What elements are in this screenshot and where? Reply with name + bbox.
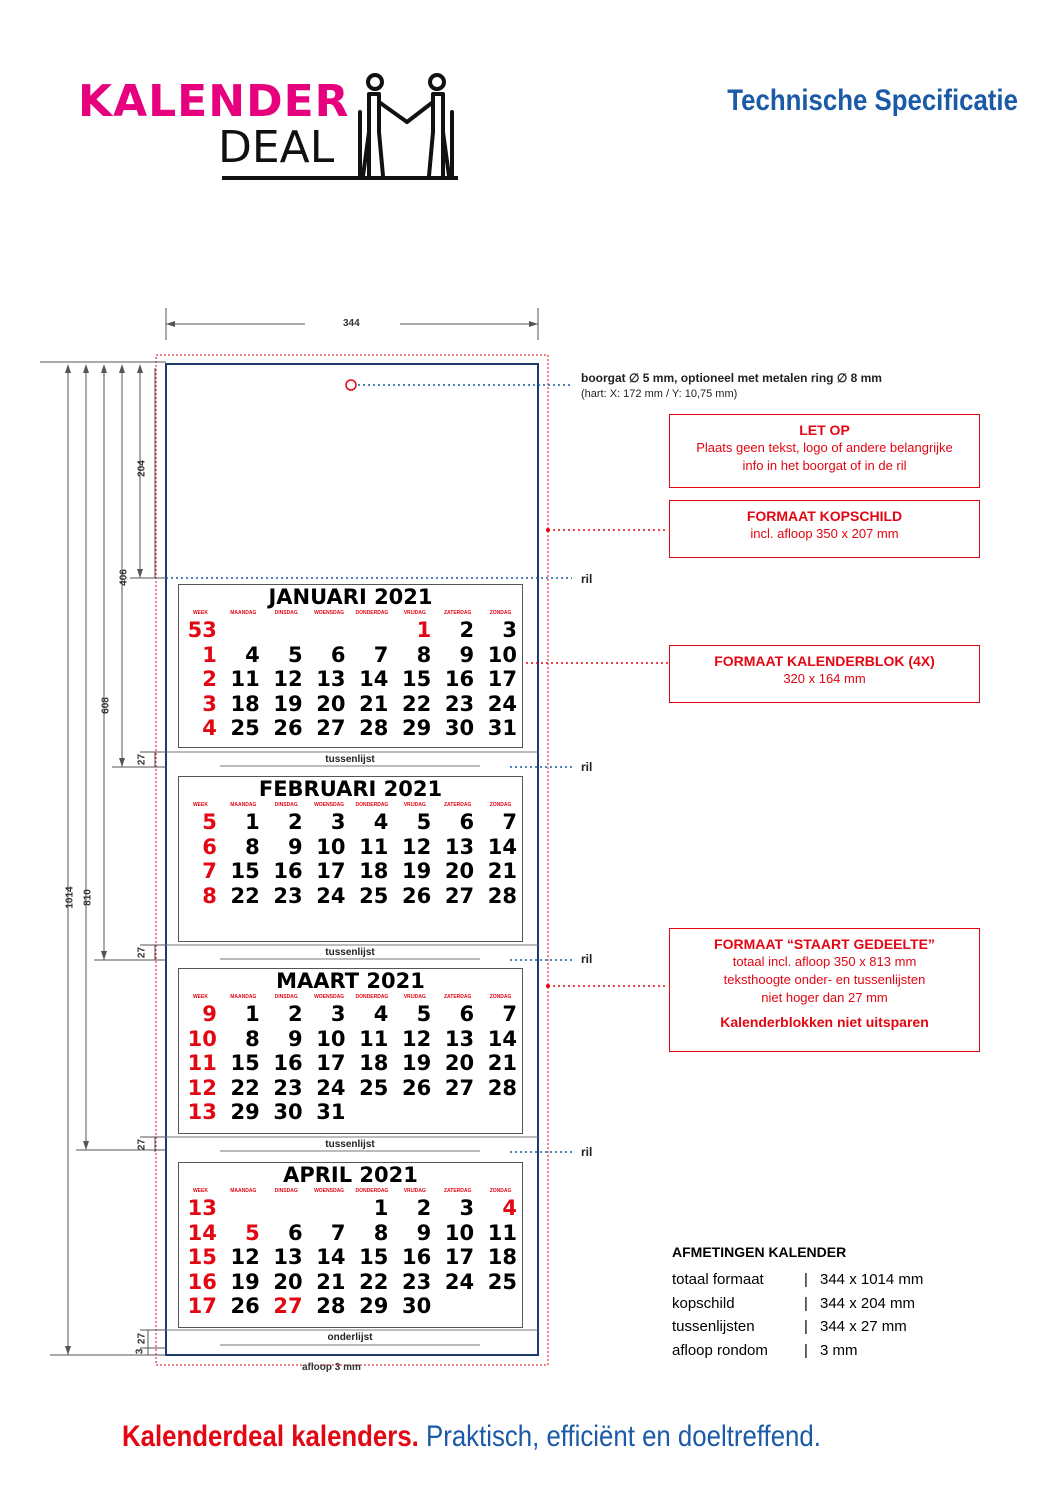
afmeting-row	[672, 1292, 923, 1316]
afloop-label: afloop 3 mm	[302, 1362, 361, 1373]
day-cell: 13	[444, 1026, 475, 1051]
day-cell: 4	[502, 1196, 517, 1220]
day-cell: 31	[316, 1100, 346, 1124]
weekday-label: DONDERDAG	[355, 610, 389, 616]
day-cell: 27	[444, 883, 475, 908]
day-cell: 18	[359, 1051, 389, 1075]
day-cell: 1	[245, 1002, 260, 1026]
day-cell: 21	[359, 691, 389, 716]
day-cell: 18	[359, 859, 389, 883]
day-grid	[179, 618, 522, 741]
day-cell: 20	[444, 1051, 475, 1075]
day-cell	[351, 618, 394, 643]
day-cell: 16	[402, 1245, 432, 1269]
weekday-label: WOENSDAG	[314, 1188, 345, 1194]
day-cell	[479, 1100, 522, 1125]
day-cell: 8	[416, 642, 432, 667]
week-number: 11	[187, 1051, 217, 1075]
day-cell: 16	[273, 859, 303, 883]
weekday-label: MAANDAG	[230, 802, 257, 808]
afmeting-value: 344 x 1014 mm	[820, 1271, 924, 1288]
weekday-label: VRIJDAG	[403, 610, 426, 616]
day-cell: 3	[330, 810, 346, 834]
day-cell: 5	[416, 1002, 432, 1026]
day-cell: 13	[444, 834, 475, 859]
day-cell: 13	[273, 1245, 303, 1269]
day-cell: 28	[487, 1075, 517, 1100]
afmeting-row	[672, 1339, 923, 1363]
dim-204-label: 204	[136, 460, 148, 477]
weekday-header	[179, 609, 522, 618]
afmeting-row	[672, 1315, 923, 1339]
dim-27-label-3: 27	[136, 1138, 148, 1151]
day-cell: 24	[444, 1269, 475, 1294]
day-cell: 15	[402, 667, 432, 691]
weekday-label: VRIJDAG	[403, 1188, 426, 1194]
staart-title: FORMAAT “STAART GEDEELTE”	[714, 936, 935, 952]
ril-label-1: ril	[581, 572, 593, 586]
week-number: 13	[187, 1100, 217, 1124]
kalenderblok-title: FORMAAT KALENDERBLOK (4X)	[714, 653, 935, 669]
month-block-februari	[178, 776, 523, 942]
day-cell: 5	[288, 642, 303, 667]
day-cell: 22	[230, 883, 260, 908]
afmetingen-title: AFMETINGEN KALENDER	[672, 1244, 847, 1260]
weekday-header	[179, 1187, 522, 1196]
logo-deal-text: DEAL	[218, 122, 335, 173]
day-cell	[479, 1294, 522, 1319]
let-op-line1: Plaats geen tekst, logo of andere belangrijke	[696, 440, 953, 455]
day-cell: 8	[373, 1220, 389, 1245]
week-number: 17	[187, 1294, 217, 1318]
weekday-label: WEEK	[192, 994, 208, 1000]
afmeting-label: tussenlijsten	[672, 1318, 755, 1335]
day-cell: 6	[459, 1002, 475, 1026]
week-number: 6	[202, 834, 217, 859]
day-cell	[222, 1196, 265, 1221]
week-number: 2	[202, 667, 217, 691]
day-grid	[179, 810, 522, 908]
page-title: Technische Specificatie	[727, 84, 1018, 117]
day-cell: 27	[316, 716, 346, 740]
staart-line3: niet hoger dan 27 mm	[761, 990, 888, 1005]
afmeting-value: 3 mm	[820, 1341, 858, 1359]
day-cell: 7	[373, 642, 389, 667]
day-cell: 8	[245, 834, 260, 859]
day-cell: 25	[359, 1075, 389, 1100]
weekday-label: ZONDAG	[489, 994, 512, 1000]
day-cell: 30	[273, 1100, 303, 1124]
month-title: APRIL 2021	[283, 1163, 418, 1187]
onderlijst-label: onderlijst	[327, 1332, 373, 1343]
day-cell: 25	[359, 883, 389, 908]
week-number: 7	[202, 859, 217, 883]
day-cell: 7	[502, 1002, 517, 1026]
weekday-label: ZATERDAG	[443, 994, 472, 1000]
day-cell: 23	[402, 1269, 432, 1294]
day-cell: 26	[273, 716, 303, 740]
week-number: 9	[202, 1002, 217, 1026]
day-cell: 22	[402, 691, 432, 716]
day-cell: 11	[359, 834, 389, 859]
day-cell: 16	[444, 667, 475, 691]
weekday-label: VRIJDAG	[403, 994, 426, 1000]
day-cell: 14	[359, 667, 389, 691]
afmeting-separator: |	[804, 1341, 808, 1359]
day-cell: 14	[487, 1026, 517, 1051]
staart-box	[669, 928, 980, 1052]
day-cell: 25	[230, 716, 260, 740]
afmeting-separator: |	[804, 1294, 808, 1312]
day-cell: 27	[444, 1075, 475, 1100]
day-cell	[308, 1196, 351, 1221]
day-cell: 5	[245, 1220, 260, 1245]
afmeting-label: totaal formaat	[672, 1271, 764, 1288]
day-cell: 2	[459, 618, 475, 642]
day-cell: 5	[416, 810, 432, 834]
tussenlijst-label-2: tussenlijst	[325, 947, 375, 958]
day-cell: 15	[230, 859, 260, 883]
day-cell: 12	[230, 1245, 260, 1269]
day-cell: 6	[288, 1220, 303, 1245]
day-cell: 14	[487, 834, 517, 859]
afmeting-label: kopschild	[672, 1294, 735, 1312]
week-number: 13	[187, 1196, 217, 1220]
day-cell: 7	[330, 1220, 346, 1245]
week-number: 12	[187, 1075, 217, 1100]
day-cell: 19	[402, 859, 432, 883]
day-cell	[265, 618, 308, 643]
day-cell: 3	[459, 1196, 475, 1220]
day-cell: 11	[487, 1220, 517, 1245]
kopschild-line1: incl. afloop 350 x 207 mm	[750, 526, 899, 541]
day-cell	[265, 1196, 308, 1221]
day-cell: 20	[444, 859, 475, 883]
afmeting-separator: |	[804, 1318, 808, 1335]
day-cell: 24	[316, 1075, 346, 1100]
hart-note: (hart: X: 172 mm / Y: 10,75 mm)	[581, 388, 738, 400]
day-cell: 4	[373, 810, 389, 834]
afmeting-label: afloop rondom	[672, 1341, 768, 1359]
dim-810-label: 810	[82, 889, 94, 906]
day-cell: 3	[330, 1002, 346, 1026]
weekday-label: VRIJDAG	[403, 802, 426, 808]
boorgat-note: boorgat ∅ 5 mm, optioneel met metalen ring ∅ 8 mm	[581, 371, 882, 385]
day-cell: 1	[373, 1196, 389, 1220]
let-op-line2: info in het boorgat of in de ril	[742, 458, 907, 473]
weekday-label: DONDERDAG	[355, 994, 389, 1000]
day-cell: 1	[416, 618, 432, 642]
ril-label-3: ril	[581, 952, 593, 966]
week-number: 16	[187, 1269, 217, 1294]
afmeting-value: 344 x 204 mm	[820, 1294, 916, 1312]
dim-1014-label: 1014	[64, 886, 76, 909]
weekday-label: MAANDAG	[230, 1188, 257, 1194]
weekday-label: ZONDAG	[489, 1188, 512, 1194]
day-cell: 19	[273, 691, 303, 716]
day-cell: 29	[230, 1100, 260, 1124]
day-cell: 30	[444, 716, 475, 740]
day-cell	[222, 618, 265, 643]
day-cell: 22	[230, 1075, 260, 1100]
weekday-label: DONDERDAG	[355, 1188, 389, 1194]
month-title: JANUARI 2021	[268, 585, 433, 609]
dim-608-label: 608	[100, 697, 112, 714]
footer-slogan	[122, 1420, 821, 1454]
day-cell: 11	[359, 1026, 389, 1051]
day-cell: 6	[330, 642, 346, 667]
day-cell: 15	[230, 1051, 260, 1075]
week-number: 8	[202, 883, 217, 908]
day-cell: 4	[245, 642, 260, 667]
day-cell: 12	[273, 667, 303, 691]
day-cell: 10	[316, 1026, 346, 1051]
day-cell: 10	[444, 1220, 475, 1245]
week-number: 15	[187, 1245, 217, 1269]
weekday-label: DINSDAG	[274, 802, 298, 808]
day-cell: 28	[316, 1294, 346, 1318]
day-cell: 28	[487, 883, 517, 908]
day-cell: 26	[230, 1294, 260, 1318]
day-cell: 27	[273, 1294, 303, 1318]
day-cell: 20	[316, 691, 346, 716]
day-cell: 6	[459, 810, 475, 834]
let-op-box	[669, 414, 980, 488]
month-block-januari	[178, 584, 523, 748]
dim-27-label-4: 27	[136, 1332, 148, 1345]
day-cell: 19	[402, 1051, 432, 1075]
width-dimension-label: 344	[343, 318, 360, 329]
kalenderblok-box	[669, 645, 980, 703]
afmetingen-table	[672, 1244, 923, 1362]
week-number: 10	[187, 1026, 217, 1051]
day-cell: 26	[402, 883, 432, 908]
day-cell: 2	[288, 810, 303, 834]
day-cell: 18	[487, 1245, 517, 1269]
dim-27-label-1: 27	[136, 753, 148, 766]
day-cell: 15	[359, 1245, 389, 1269]
day-cell: 16	[273, 1051, 303, 1075]
week-number: 1	[202, 642, 217, 667]
day-cell: 17	[487, 667, 517, 691]
weekday-label: WOENSDAG	[314, 802, 345, 808]
weekday-label: WEEK	[192, 610, 208, 616]
day-cell: 24	[316, 883, 346, 908]
day-cell: 12	[402, 834, 432, 859]
weekday-label: WOENSDAG	[314, 994, 345, 1000]
month-title: FEBRUARI 2021	[258, 777, 443, 801]
day-grid	[179, 1196, 522, 1319]
ril-label-4: ril	[581, 1145, 593, 1159]
day-cell: 14	[316, 1245, 346, 1269]
footer-tagline: Praktisch, efficiënt en doeltreffend.	[418, 1420, 821, 1453]
day-cell: 9	[288, 834, 303, 859]
day-cell: 11	[230, 667, 260, 691]
day-cell: 29	[359, 1294, 389, 1318]
weekday-label: ZONDAG	[489, 610, 512, 616]
week-number: 3	[202, 691, 217, 716]
weekday-header	[179, 801, 522, 810]
kopschild-box	[669, 500, 980, 558]
day-cell: 9	[416, 1220, 432, 1245]
weekday-label: DINSDAG	[274, 610, 298, 616]
afmeting-separator: |	[804, 1271, 808, 1288]
day-cell: 21	[487, 1051, 517, 1075]
day-cell: 18	[230, 691, 260, 716]
day-grid	[179, 1002, 522, 1125]
month-title: MAART 2021	[276, 969, 425, 993]
tussenlijst-label-1: tussenlijst	[325, 754, 375, 765]
day-cell: 23	[444, 691, 475, 716]
week-number: 4	[202, 716, 217, 740]
weekday-label: ZATERDAG	[443, 1188, 472, 1194]
dim-27-label-2: 27	[136, 946, 148, 959]
weekday-label: WEEK	[192, 802, 208, 808]
day-cell: 4	[373, 1002, 389, 1026]
day-cell: 21	[316, 1269, 346, 1294]
day-cell: 7	[502, 810, 517, 834]
day-cell: 2	[416, 1196, 432, 1220]
day-cell	[308, 618, 351, 643]
staart-line4: Kalenderblokken niet uitsparen	[720, 1014, 929, 1030]
weekday-label: WEEK	[192, 1188, 208, 1194]
staart-line1: totaal incl. afloop 350 x 813 mm	[732, 954, 917, 969]
weekday-label: MAANDAG	[230, 994, 257, 1000]
month-block-april	[178, 1162, 523, 1328]
day-cell: 25	[487, 1269, 517, 1294]
day-cell	[436, 1100, 479, 1125]
kalenderblok-line1: 320 x 164 mm	[783, 671, 866, 686]
weekday-label: MAANDAG	[230, 610, 257, 616]
kopschild-title: FORMAAT KOPSCHILD	[746, 508, 903, 524]
weekday-label: DONDERDAG	[355, 802, 389, 808]
day-cell: 3	[502, 618, 517, 642]
day-cell: 2	[288, 1002, 303, 1026]
week-number: 14	[187, 1220, 217, 1245]
day-cell: 17	[316, 1051, 346, 1075]
day-cell: 1	[245, 810, 260, 834]
day-cell: 10	[316, 834, 346, 859]
day-cell: 17	[444, 1245, 475, 1269]
day-cell: 20	[273, 1269, 303, 1294]
day-cell: 23	[273, 1075, 303, 1100]
day-cell: 23	[273, 883, 303, 908]
weekday-header	[179, 993, 522, 1002]
day-cell: 9	[288, 1026, 303, 1051]
tussenlijst-label-3: tussenlijst	[325, 1139, 375, 1150]
day-cell	[393, 1100, 436, 1125]
day-cell: 26	[402, 1075, 432, 1100]
month-block-maart	[178, 968, 523, 1134]
day-cell: 19	[230, 1269, 260, 1294]
day-cell: 31	[487, 716, 517, 740]
footer-brand: Kalenderdeal kalenders.	[122, 1420, 419, 1453]
weekday-label: WOENSDAG	[314, 610, 345, 616]
weekday-label: DINSDAG	[274, 994, 298, 1000]
week-number: 53	[187, 618, 217, 642]
day-cell: 9	[459, 642, 475, 667]
weekday-label: ZATERDAG	[443, 802, 472, 808]
let-op-title: LET OP	[799, 422, 850, 438]
day-cell: 13	[316, 667, 346, 691]
day-cell	[351, 1100, 394, 1125]
week-number: 5	[202, 810, 217, 834]
weekday-label: DINSDAG	[274, 1188, 298, 1194]
day-cell: 29	[402, 716, 432, 740]
logo-kalender-text: KALENDER	[78, 76, 350, 127]
day-cell: 12	[402, 1026, 432, 1051]
weekday-label: ZONDAG	[489, 802, 512, 808]
day-cell: 17	[316, 859, 346, 883]
dim-3-label: 3	[134, 1348, 146, 1355]
day-cell: 28	[359, 716, 389, 740]
day-cell: 30	[402, 1294, 432, 1318]
day-cell	[436, 1294, 479, 1319]
day-cell: 10	[487, 642, 517, 667]
ril-label-2: ril	[581, 760, 593, 774]
staart-line2: teksthoogte onder- en tussenlijsten	[723, 972, 926, 987]
afmeting-value: 344 x 27 mm	[820, 1318, 907, 1335]
dim-406-label: 406	[118, 569, 130, 586]
afmeting-row	[672, 1268, 923, 1292]
weekday-label: ZATERDAG	[443, 610, 472, 616]
day-cell: 22	[359, 1269, 389, 1294]
day-cell: 8	[245, 1026, 260, 1051]
day-cell: 21	[487, 859, 517, 883]
day-cell: 24	[487, 691, 517, 716]
